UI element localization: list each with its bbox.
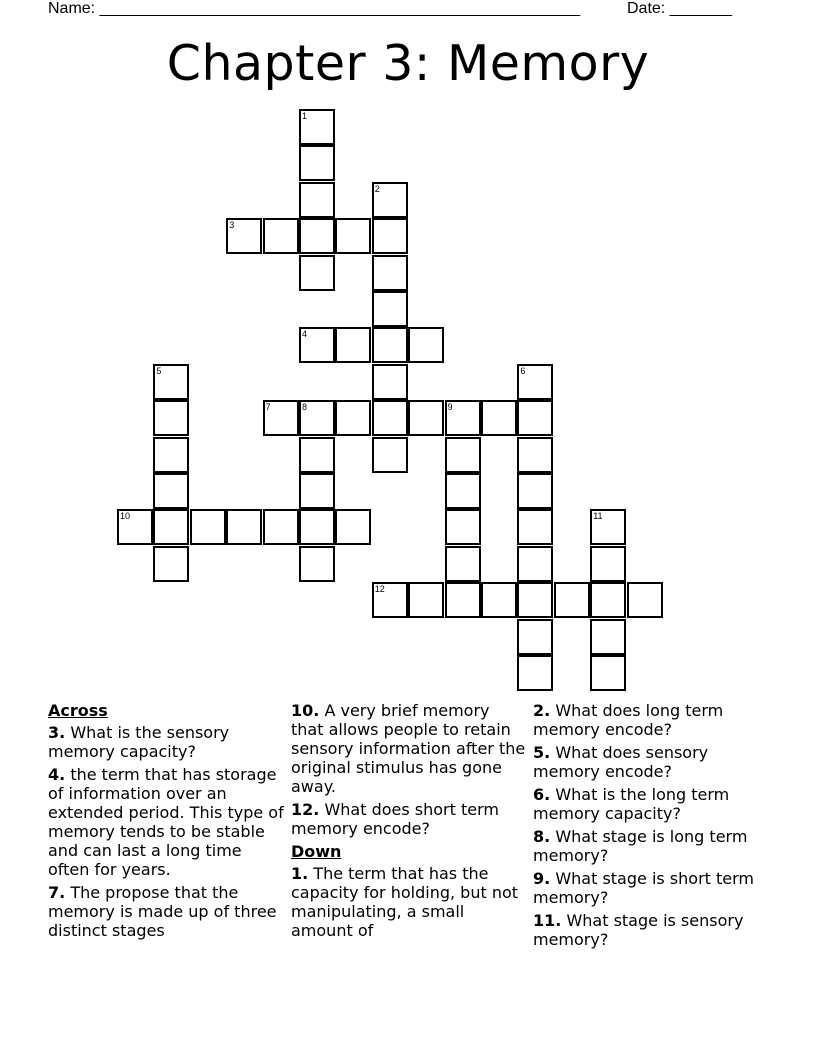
cell-number: 11 — [593, 511, 603, 522]
grid-cell[interactable] — [299, 400, 335, 436]
grid-cell[interactable] — [299, 509, 335, 545]
grid-cell[interactable] — [299, 327, 335, 363]
grid-cell[interactable] — [590, 619, 626, 655]
cell-number: 3 — [229, 220, 235, 231]
clues-column-3 — [533, 701, 769, 953]
grid-cell[interactable] — [263, 218, 299, 254]
clue-down-11 — [533, 911, 769, 949]
grid-cell[interactable] — [153, 546, 189, 582]
grid-cell[interactable] — [590, 509, 626, 545]
grid-cell[interactable] — [481, 582, 517, 618]
grid-cell[interactable] — [517, 655, 553, 691]
grid-cell[interactable] — [299, 473, 335, 509]
grid-cell[interactable] — [335, 218, 371, 254]
clue-across-10 — [291, 701, 527, 796]
cell-number: 9 — [447, 402, 453, 413]
clue-text: What stage is short term memory? — [533, 869, 755, 907]
grid-cell[interactable] — [590, 655, 626, 691]
cell-number: 4 — [302, 329, 308, 340]
grid-cell[interactable] — [517, 364, 553, 400]
grid-cell[interactable] — [335, 400, 371, 436]
grid-cell[interactable] — [408, 400, 444, 436]
grid-cell[interactable] — [590, 546, 626, 582]
clue-text: The term that has the capacity for holding, but not manipulating, a small amount of — [291, 864, 519, 940]
grid-cell[interactable] — [153, 473, 189, 509]
grid-cell[interactable] — [590, 582, 626, 618]
down-heading: Down — [291, 842, 342, 861]
clue-text: What stage is sensory memory? — [533, 911, 744, 949]
clue-number: 8. — [533, 827, 551, 846]
cell-number: 7 — [265, 402, 271, 413]
cell-number: 6 — [520, 365, 526, 376]
grid-cell[interactable] — [408, 327, 444, 363]
grid-cell[interactable] — [517, 473, 553, 509]
clue-across-7 — [48, 883, 284, 940]
clue-text: A very brief memory that allows people to retain sensory information after the original stimulus has gone away. — [291, 701, 526, 796]
grid-cell[interactable] — [372, 582, 408, 618]
clue-number: 2. — [533, 701, 551, 720]
grid-cell[interactable] — [335, 509, 371, 545]
grid-cell[interactable] — [627, 582, 663, 618]
clue-across-3 — [48, 723, 284, 761]
grid-cell[interactable] — [517, 509, 553, 545]
clue-down-6 — [533, 785, 769, 823]
cell-number: 5 — [156, 365, 162, 376]
grid-cell[interactable] — [299, 437, 335, 473]
grid-cell[interactable] — [263, 400, 299, 436]
clue-text: What is the long term memory capacity? — [533, 785, 730, 823]
clue-down-9 — [533, 869, 769, 907]
grid-cell[interactable] — [372, 400, 408, 436]
clue-down-2 — [533, 701, 769, 739]
grid-cell[interactable] — [517, 437, 553, 473]
date-field-label[interactable]: Date: _______ — [627, 0, 732, 17]
grid-cell[interactable] — [299, 218, 335, 254]
clue-text: What is the sensory memory capacity? — [48, 723, 230, 761]
grid-cell[interactable] — [445, 437, 481, 473]
grid-cell[interactable] — [226, 509, 262, 545]
clue-text: What does sensory memory encode? — [533, 743, 709, 781]
grid-cell[interactable] — [153, 364, 189, 400]
clue-number: 5. — [533, 743, 551, 762]
grid-cell[interactable] — [299, 109, 335, 145]
grid-cell[interactable] — [190, 509, 226, 545]
clue-text: What does long term memory encode? — [533, 701, 724, 739]
cell-number: 12 — [374, 584, 385, 595]
grid-cell[interactable] — [372, 218, 408, 254]
page-title: Chapter 3: Memory — [166, 35, 650, 92]
grid-cell[interactable] — [153, 437, 189, 473]
clue-text: the term that has storage of information over an extended period. This type of memory tends to be stable and can last a long time often for years. — [48, 765, 284, 879]
grid-cell[interactable] — [299, 145, 335, 181]
clue-down-1 — [291, 864, 527, 940]
clue-number: 6. — [533, 785, 551, 804]
grid-cell[interactable] — [335, 327, 371, 363]
clue-down-8 — [533, 827, 769, 865]
name-field-label[interactable]: Name: ______________________________________________________ — [48, 0, 581, 17]
grid-cell[interactable] — [226, 218, 262, 254]
cell-number: 10 — [120, 511, 131, 522]
clue-number: 4. — [48, 765, 66, 784]
grid-cell[interactable] — [299, 546, 335, 582]
across-heading: Across — [48, 701, 108, 720]
grid-cell[interactable] — [153, 400, 189, 436]
clue-across-4 — [48, 765, 284, 879]
grid-cell[interactable] — [554, 582, 590, 618]
clue-number: 10. — [291, 701, 320, 720]
grid-cell[interactable] — [445, 509, 481, 545]
clue-number: 1. — [291, 864, 309, 883]
grid-cell[interactable] — [517, 619, 553, 655]
cell-number: 8 — [302, 402, 308, 413]
grid-cell[interactable] — [263, 509, 299, 545]
cell-number: 1 — [302, 111, 308, 121]
clue-number: 7. — [48, 883, 66, 902]
grid-cell[interactable] — [372, 327, 408, 363]
grid-cell[interactable] — [372, 182, 408, 218]
clue-text: The propose that the memory is made up of three distinct stages — [48, 883, 277, 940]
clue-text: What does short term memory encode? — [291, 800, 499, 838]
grid-cell[interactable] — [517, 546, 553, 582]
grid-cell[interactable] — [153, 509, 189, 545]
grid-cell[interactable] — [445, 473, 481, 509]
grid-cell[interactable] — [372, 255, 408, 291]
grid-cell[interactable] — [481, 400, 517, 436]
clue-number: 9. — [533, 869, 551, 888]
grid-cell[interactable] — [299, 255, 335, 291]
clue-number: 12. — [291, 800, 320, 819]
grid-cell[interactable] — [372, 291, 408, 327]
clue-across-12 — [291, 800, 527, 838]
grid-cell[interactable] — [517, 400, 553, 436]
clues-column-2 — [291, 701, 527, 944]
clue-number: 3. — [48, 723, 66, 742]
grid-cell[interactable] — [445, 582, 481, 618]
clue-text: What stage is long term memory? — [533, 827, 748, 865]
grid-cell[interactable] — [408, 582, 444, 618]
clue-down-5 — [533, 743, 769, 781]
grid-cell[interactable] — [299, 182, 335, 218]
grid-cell[interactable] — [517, 582, 553, 618]
clues-column-1 — [48, 701, 284, 944]
grid-cell[interactable] — [445, 546, 481, 582]
grid-cell[interactable] — [372, 364, 408, 400]
clue-number: 11. — [533, 911, 562, 930]
grid-cell[interactable] — [372, 437, 408, 473]
grid-cell[interactable] — [445, 400, 481, 436]
grid-cell[interactable] — [117, 509, 153, 545]
cell-number: 2 — [374, 183, 380, 194]
